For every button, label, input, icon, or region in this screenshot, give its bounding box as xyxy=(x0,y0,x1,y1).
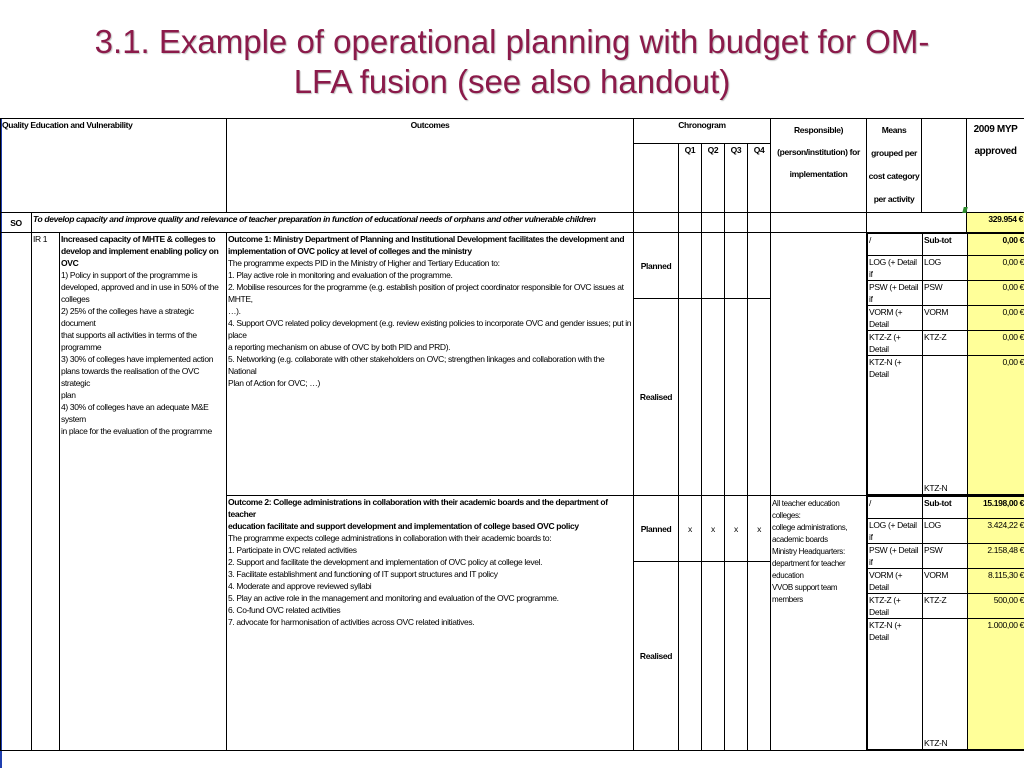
ir-line: plans towards the realisation of the OVC strategic xyxy=(61,366,200,388)
outcome-2-title-line: education facilitate and support development and implementation of college based OVC policy xyxy=(228,521,579,531)
so-text: To develop capacity and improve quality and relevance of teacher preparation in function of educational needs of orphans and other vulnerable children xyxy=(32,213,634,233)
outcome-2-cat-amount: 15.198,00 € xyxy=(968,497,1024,519)
ir-line: 3) 30% of colleges have implemented action xyxy=(61,354,214,364)
outcome-1-line: 1. Play active role in monitoring and evaluation of the programme. xyxy=(228,270,453,280)
outcome-1-q1-realised xyxy=(679,299,702,496)
outcome-1-line: 2. Mobilise resources for the programme (e.g. establish position of project coordinator responsible for OVC issues at MHTE, xyxy=(228,282,624,304)
outcome-1-line: Plan of Action for OVC; …) xyxy=(228,378,320,388)
header-chrono-blank xyxy=(634,144,679,213)
outcome-1-q2-realised xyxy=(702,299,725,496)
outcome-1-cat-means: VORM (+ Detail xyxy=(868,306,923,331)
header-responsible-line: (person/institution) for xyxy=(777,147,860,157)
outcome-2-cat-code: KTZ-Z xyxy=(923,594,968,619)
outcome-1-q4-planned xyxy=(748,233,771,299)
outcome-1-cat-means: / xyxy=(868,234,923,256)
header-q1: Q1 xyxy=(679,144,702,213)
outcome-1-cat-amount: 0,00 € xyxy=(968,256,1024,281)
outcome-2-q4-mark: x xyxy=(748,496,771,562)
outcome-1-cat-amount: 0,00 € xyxy=(968,306,1024,331)
so-cell xyxy=(867,213,967,233)
outcome-2-line: 2. Support and facilitate the development and implementation of OVC policy at college level. xyxy=(228,557,543,567)
outcome-2-cat-amount: 1.000,00 € xyxy=(968,619,1024,750)
outcome-2-q1-realised xyxy=(679,562,702,751)
so-cell xyxy=(748,213,771,233)
outcome-1-line: 4. Support OVC related policy development (e.g. review existing policies to incorporate OVC and gender issues; put in place xyxy=(228,318,632,340)
outcome-1-cat-means: KTZ-N (+ Detail xyxy=(868,356,923,495)
ir-label: IR 1 xyxy=(32,233,60,751)
header-q2: Q2 xyxy=(702,144,725,213)
outcome-1-category-table xyxy=(867,233,1024,495)
outcome-1-responsible xyxy=(771,233,867,496)
outcome-1-q4-realised xyxy=(748,299,771,496)
outcome-2-budget-block xyxy=(867,496,1024,751)
so-cell xyxy=(702,213,725,233)
planning-table xyxy=(0,118,1024,751)
header-budget-line: approved xyxy=(974,146,1017,157)
outcome-2-line: 3. Facilitate establishment and functioning of IT support structures and IT policy xyxy=(228,569,498,579)
outcome-1-cat-code: KTZ-Z xyxy=(923,331,968,356)
outcome-1-cat-code: PSW xyxy=(923,281,968,306)
outcome-2-cat-means: KTZ-N (+ Detail xyxy=(868,619,923,750)
outcome-1-cat-code: VORM xyxy=(923,306,968,331)
outcome-1-line: 5. Networking (e.g. collaborate with other stakeholders on OVC; strengthen linkages and collaboration with the National xyxy=(228,354,605,376)
header-chronogram: Chronogram xyxy=(634,119,771,144)
outcome-2-cat-means: PSW (+ Detail if xyxy=(868,544,923,569)
outcome-1-cat-amount: 0,00 € xyxy=(968,331,1024,356)
outcome-2-responsible-line: Ministry Headquarters: xyxy=(772,547,845,556)
outcome-2-line: 1. Participate in OVC related activities xyxy=(228,545,357,555)
ir-line: 1) Policy in support of the programme is xyxy=(61,270,198,280)
outcome-1-cat-code: Sub-tot xyxy=(923,234,968,256)
ir-line: plan xyxy=(61,390,76,400)
outcome-1-title-line: implementation of OVC policy at level of colleges and the ministry xyxy=(228,246,472,256)
outcome-2-responsible-line: academic boards xyxy=(772,535,828,544)
outcome-2-title-line: Outcome 2: College administrations in collaboration with their academic boards and the department of teacher xyxy=(228,497,608,519)
spreadsheet xyxy=(0,118,1024,768)
header-means xyxy=(867,119,922,213)
outcome-1-line: The programme expects PID in the Ministry of Higher and Tertiary Education to: xyxy=(228,258,500,268)
so-label: SO xyxy=(1,213,32,233)
outcome-2-q2-mark: x xyxy=(702,496,725,562)
outcome-1-q1-planned xyxy=(679,233,702,299)
outcome-2-line: 6. Co-fund OVC related activities xyxy=(228,605,341,615)
header-means-line: cost category xyxy=(868,171,920,181)
outcome-2-q3-mark: x xyxy=(725,496,748,562)
outcome-2-cat-amount: 8.115,30 € xyxy=(968,569,1024,594)
outcome-1-cat-code: KTZ-N xyxy=(923,356,968,495)
outcome-1-title-line: Outcome 1: Ministry Department of Planning and Institutional Development facilitates the development and xyxy=(228,234,625,244)
header-outcomes: Outcomes xyxy=(227,119,634,213)
outcome-2-cat-amount: 3.424,22 € xyxy=(968,519,1024,544)
header-quality-education: Quality Education and Vulnerability xyxy=(1,119,227,213)
outcome-1-cat-amount: 0,00 € xyxy=(968,356,1024,495)
outcome-2-cat-amount: 500,00 € xyxy=(968,594,1024,619)
outcome-2-responsible xyxy=(771,496,867,751)
outcome-2-cat-code: LOG xyxy=(923,519,968,544)
so-cell xyxy=(634,213,679,233)
outcome-2-category-table xyxy=(867,496,1024,750)
outcome-2-cat-means: VORM (+ Detail xyxy=(868,569,923,594)
outcome-2-cat-code: VORM xyxy=(923,569,968,594)
outcome-2-responsible-line: department for teacher xyxy=(772,559,846,568)
outcome-2-cat-means: KTZ-Z (+ Detail xyxy=(868,594,923,619)
slide-title-line-2: LFA fusion (see also handout) xyxy=(293,63,731,100)
outcome-1-line: …). xyxy=(228,306,241,316)
ir-line: colleges xyxy=(61,294,90,304)
outcome-1-realised-label: Realised xyxy=(634,299,679,496)
outcome-2-cat-code: PSW xyxy=(923,544,968,569)
outcome-2-planned-label: Planned xyxy=(634,496,679,562)
outcome-2-cat-code: Sub-tot xyxy=(923,497,968,519)
so-cell xyxy=(771,213,867,233)
ir-line: developed, approved and in use in 50% of the xyxy=(61,282,219,292)
header-means-line: Means xyxy=(881,125,907,135)
ir-title-line: Increased capacity of MHTE & colleges to xyxy=(61,234,216,244)
ir-line: programme xyxy=(61,342,102,352)
header-means-line: per activity xyxy=(873,194,915,204)
outcome-1-planned-label: Planned xyxy=(634,233,679,299)
ir-title-line: develop and implement enabling policy on xyxy=(61,246,219,256)
ir-title-line: OVC xyxy=(61,258,79,268)
outcome-1-cat-means: LOG (+ Detail if xyxy=(868,256,923,281)
outcome-1-cat-amount: 0,00 € xyxy=(968,281,1024,306)
outcome-2-cat-amount: 2.158,48 € xyxy=(968,544,1024,569)
outcome-2-responsible-line: college administrations, xyxy=(772,523,848,532)
slide-title-line-1: 3.1. Example of operational planning with budget for OM- xyxy=(94,23,930,60)
header-responsible-line: Responsible) xyxy=(793,125,844,135)
header-q3: Q3 xyxy=(725,144,748,213)
outcome-1-q3-planned xyxy=(725,233,748,299)
outcome-2-q1-mark: x xyxy=(679,496,702,562)
outcome-2-line: 5. Play an active role in the management and monitoring and evaluation of the OVC programme. xyxy=(228,593,559,603)
outcome-2-realised-label: Realised xyxy=(634,562,679,751)
outcome-2-line: The programme expects college administrations in collaboration with their academic boards to: xyxy=(228,533,552,543)
outcome-1-cat-means: KTZ-Z (+ Detail xyxy=(868,331,923,356)
outcome-1-budget-block xyxy=(867,233,1024,496)
outcome-2-q2-realised xyxy=(702,562,725,751)
outcome-2-responsible-line: education xyxy=(772,571,804,580)
outcome-2-q3-realised xyxy=(725,562,748,751)
outcome-1-q2-planned xyxy=(702,233,725,299)
so-total: 329.954 € xyxy=(967,213,1024,233)
outcome-2-cat-means: / xyxy=(868,497,923,519)
header-responsible xyxy=(771,119,867,213)
ir-line: that supports all activities in terms of the xyxy=(61,330,197,340)
header-q4: Q4 xyxy=(748,144,771,213)
outcome-2-cat-means: LOG (+ Detail if xyxy=(868,519,923,544)
outcome-1-cat-code: LOG xyxy=(923,256,968,281)
ir-line: in place for the evaluation of the programme xyxy=(61,426,212,436)
outcome-1-cat-means: PSW (+ Detail if xyxy=(868,281,923,306)
ir-line: 2) 25% of the colleges have a strategic document xyxy=(61,306,194,328)
outcome-2-q4-realised xyxy=(748,562,771,751)
header-means-line: grouped per xyxy=(871,148,917,158)
so-cell xyxy=(725,213,748,233)
outcome-2-responsible-line: All teacher education colleges: xyxy=(772,499,840,520)
outcome-2-line: 7. advocate for harmonisation of activities across OVC related initiatives. xyxy=(228,617,475,627)
header-responsible-line: implementation xyxy=(789,169,848,179)
outcome-2-cat-code: KTZ-N xyxy=(923,619,968,750)
header-blank xyxy=(922,119,967,213)
outcome-1-line: a reporting mechanism on abuse of OVC by both PID and PRD). xyxy=(228,342,451,352)
outcome-2-responsible-line: VVOB support team members xyxy=(772,583,838,604)
outcome-1-cat-amount: 0,00 € xyxy=(968,234,1024,256)
ir-description xyxy=(60,233,227,751)
slide-title xyxy=(0,22,1024,102)
outcome-2-description xyxy=(227,496,634,751)
outcome-1-q3-realised xyxy=(725,299,748,496)
outcome-2-line: 4. Moderate and approve reviewed syllabi xyxy=(228,581,372,591)
header-budget-line: 2009 MYP xyxy=(973,124,1018,135)
header-budget xyxy=(967,119,1024,213)
outcome-1-description xyxy=(227,233,634,496)
ir-line: 4) 30% of colleges have an adequate M&E system xyxy=(61,402,209,424)
so-column-blank xyxy=(1,233,32,751)
so-cell xyxy=(679,213,702,233)
